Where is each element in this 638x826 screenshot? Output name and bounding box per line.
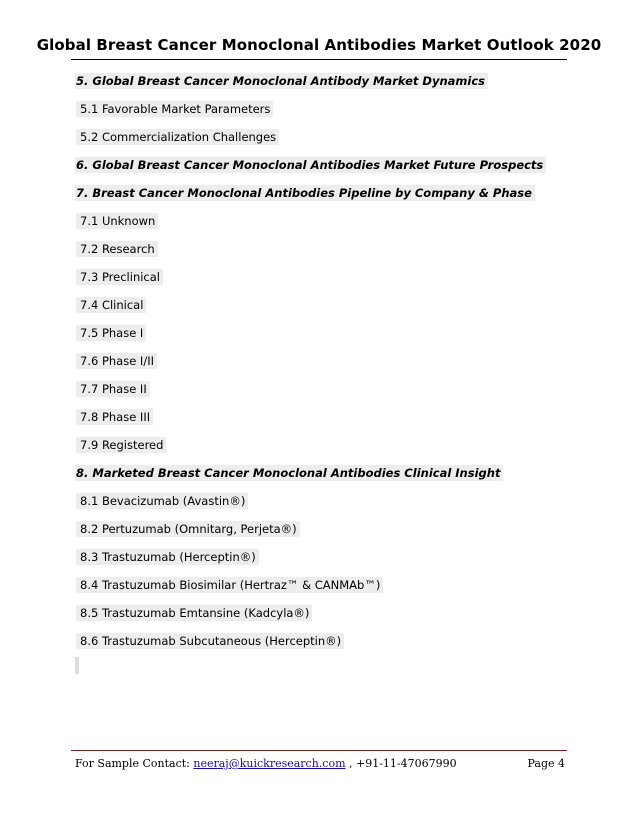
toc-entry-label: 5.1 Favorable Market Parameters [76,101,273,117]
toc-entry-label: 7.5 Phase I [76,325,146,341]
toc-entry [75,182,575,210]
empty-highlight-marker [75,657,79,674]
toc-entry-label: 8.2 Pertuzumab (Omnitarg, Perjeta®) [76,521,300,537]
table-of-contents [75,70,575,658]
toc-entry-label: 5.2 Commercialization Challenges [76,129,279,145]
toc-entry [75,322,575,350]
toc-entry [75,574,575,602]
toc-entry [75,98,575,126]
footer-divider [71,750,567,751]
toc-entry-label: 6. Global Breast Cancer Monoclonal Antibodies Market Future Prospects [75,157,546,173]
toc-entry-label: 8.4 Trastuzumab Biosimilar (Hertraz™ & CANMAb™) [76,577,383,593]
footer-phone: , +91-11-47067990 [345,757,457,770]
toc-entry-label: 7. Breast Cancer Monoclonal Antibodies Pipeline by Company & Phase [75,185,535,201]
toc-entry [75,406,575,434]
toc-entry-label: 7.7 Phase II [76,381,150,397]
toc-entry [75,350,575,378]
toc-entry [75,266,575,294]
toc-entry-label: 8.1 Bevacizumab (Avastin®) [76,493,248,509]
toc-entry [75,630,575,658]
header-divider [71,59,567,60]
toc-entry-label: 7.2 Research [76,241,158,257]
page-footer [75,757,565,771]
toc-entry [75,70,575,98]
toc-entry-label: 7.4 Clinical [76,297,146,313]
toc-entry [75,518,575,546]
toc-entry [75,546,575,574]
toc-entry [75,462,575,490]
toc-entry-label: 7.1 Unknown [76,213,158,229]
toc-entry [75,294,575,322]
toc-entry-label: 8.3 Trastuzumab (Herceptin®) [76,549,259,565]
toc-entry [75,602,575,630]
toc-entry [75,210,575,238]
toc-entry-label: 8.6 Trastuzumab Subcutaneous (Herceptin®) [76,633,344,649]
toc-entry [75,126,575,154]
toc-entry-label: 8. Marketed Breast Cancer Monoclonal Antibodies Clinical Insight [75,465,503,481]
toc-entry-label: 7.9 Registered [76,437,166,453]
page-header-title: Global Breast Cancer Monoclonal Antibodies Market Outlook 2020 [36,36,602,54]
toc-entry-label: 8.5 Trastuzumab Emtansine (Kadcyla®) [76,605,312,621]
toc-entry-label: 7.6 Phase I/II [76,353,157,369]
footer-email-link[interactable]: neeraj@kuickresearch.com [193,757,346,770]
toc-entry [75,378,575,406]
toc-entry-label: 5. Global Breast Cancer Monoclonal Antibody Market Dynamics [75,73,488,89]
footer-contact-prefix: For Sample Contact: [75,757,194,770]
toc-entry [75,490,575,518]
toc-entry [75,434,575,462]
toc-entry-label: 7.3 Preclinical [76,269,163,285]
toc-entry [75,154,575,182]
page-number: Page 4 [527,757,565,770]
toc-entry [75,238,575,266]
toc-entry-label: 7.8 Phase III [76,409,153,425]
